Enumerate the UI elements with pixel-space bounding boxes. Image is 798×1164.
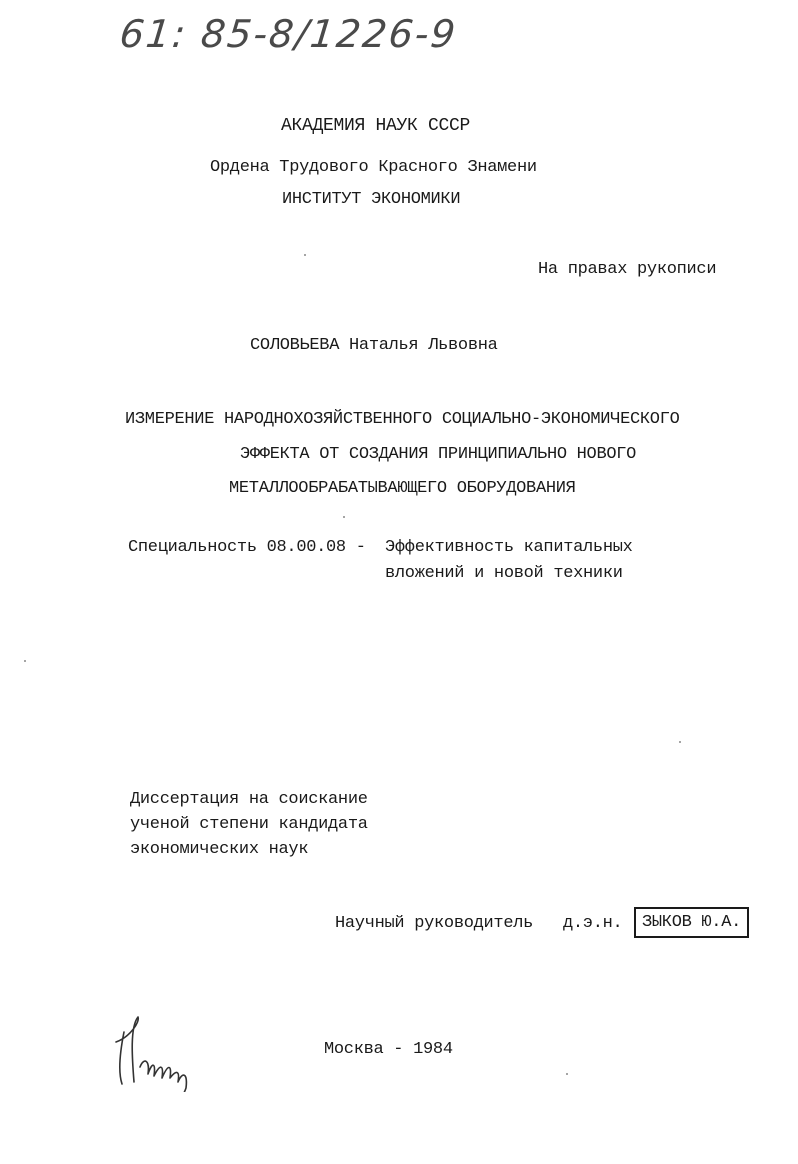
institute-name: ИНСТИТУТ ЭКОНОМИКИ bbox=[282, 190, 461, 209]
dissertation-line-2: ученой степени кандидата bbox=[130, 815, 368, 834]
dissertation-line-3: экономических наук bbox=[130, 840, 309, 859]
thesis-title-line-1: ИЗМЕРЕНИЕ НАРОДНОХОЗЯЙСТВЕННОГО СОЦИАЛЬНО-ЭКОНОМИЧЕСКОГО bbox=[125, 410, 680, 429]
manuscript-note: На правах рукописи bbox=[538, 260, 717, 279]
academy-name: АКАДЕМИЯ НАУК СССР bbox=[281, 116, 471, 136]
thesis-title-line-2: ЭФФЕКТА ОТ СОЗДАНИЯ ПРИНЦИПИАЛЬНО НОВОГО bbox=[240, 445, 637, 464]
thesis-title-line-3: МЕТАЛЛООБРАБАТЫВАЮЩЕГО ОБОРУДОВАНИЯ bbox=[229, 479, 576, 498]
author-name: СОЛОВЬЕВА Наталья Львовна bbox=[250, 336, 498, 355]
speck bbox=[679, 741, 681, 743]
speck bbox=[304, 254, 306, 256]
handwritten-signature bbox=[110, 1012, 220, 1092]
supervisor-label: Научный руководитель bbox=[335, 914, 534, 933]
order-name: Ордена Трудового Красного Знамени bbox=[210, 158, 537, 177]
archive-code-handwritten: 61: 85-8/1226-9 bbox=[117, 12, 460, 56]
specialty-line-1: Эффективность капитальных bbox=[385, 538, 633, 557]
dissertation-line-1: Диссертация на соискание bbox=[130, 790, 368, 809]
speck bbox=[566, 1073, 568, 1075]
speck bbox=[24, 660, 26, 662]
specialty-line-2: вложений и новой техники bbox=[385, 564, 623, 583]
specialty-label: Специальность 08.00.08 - bbox=[128, 538, 366, 557]
place-year: Москва - 1984 bbox=[324, 1040, 453, 1059]
supervisor-degree: д.э.н. bbox=[563, 914, 623, 933]
speck bbox=[343, 516, 345, 518]
supervisor-name-box: ЗЫКОВ Ю.А. bbox=[634, 907, 749, 938]
